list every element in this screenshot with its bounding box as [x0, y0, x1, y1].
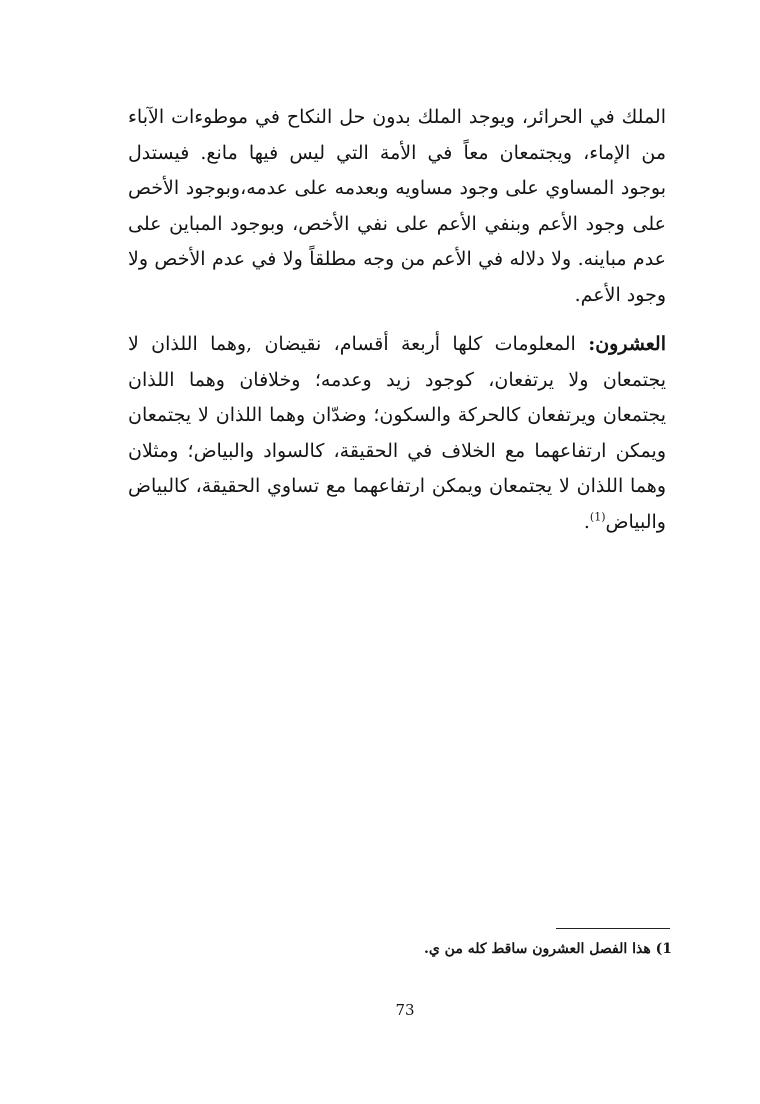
paragraph-2-end: . — [583, 510, 590, 533]
footnote-text: هذا الفصل العشرون ساقط كله من ي. — [423, 941, 651, 957]
paragraph-2 — [128, 327, 666, 540]
footnote-marker: 1) — [655, 941, 672, 957]
footnote-reference: (1) — [589, 510, 606, 524]
footnote — [360, 938, 672, 960]
section-heading: العشرون: — [588, 333, 666, 355]
main-text — [128, 100, 666, 540]
paragraph-1: الملك في الحرائر، ويوجد الملك بدون حل النكاح في موطوءات الآباء من الإماء، ويجتمعان معاً في الأمة التي ليس فيها مانع. فيستدل بوجود المساوي على وجود مساويه وبعدمه على عدمه،وبوجود الأخص على وجود الأعم وبنفي الأعم على نفي الأخص، وبوجود المباين على عدم مباينه. ولا دلاله في الأعم من وجه مطلقاً ولا في عدم الأخص ولا وجود الأعم. — [128, 106, 666, 306]
paragraph-2-text: المعلومات كلها أربعة أقسام، نقيضان ,وهما اللذان لا يجتمعان ولا يرتفعان، كوجود زيد وعدمه؛ وخلافان وهما اللذان يجتمعان ويرتفعان كالحركة والسكون؛ وضدّان وهما اللذان لا يجتمعان ويمكن ارتفاعهما مع الخلاف في الحقيقة، كالسواد والبياض؛ ومثلان وهما اللذان لا يجتمعان ويمكن ارتفاعهما مع تساوي الحقيقة، كالبياض والبياض — [128, 333, 666, 533]
footnote-separator — [556, 928, 670, 929]
page-number: 73 — [395, 1001, 415, 1019]
